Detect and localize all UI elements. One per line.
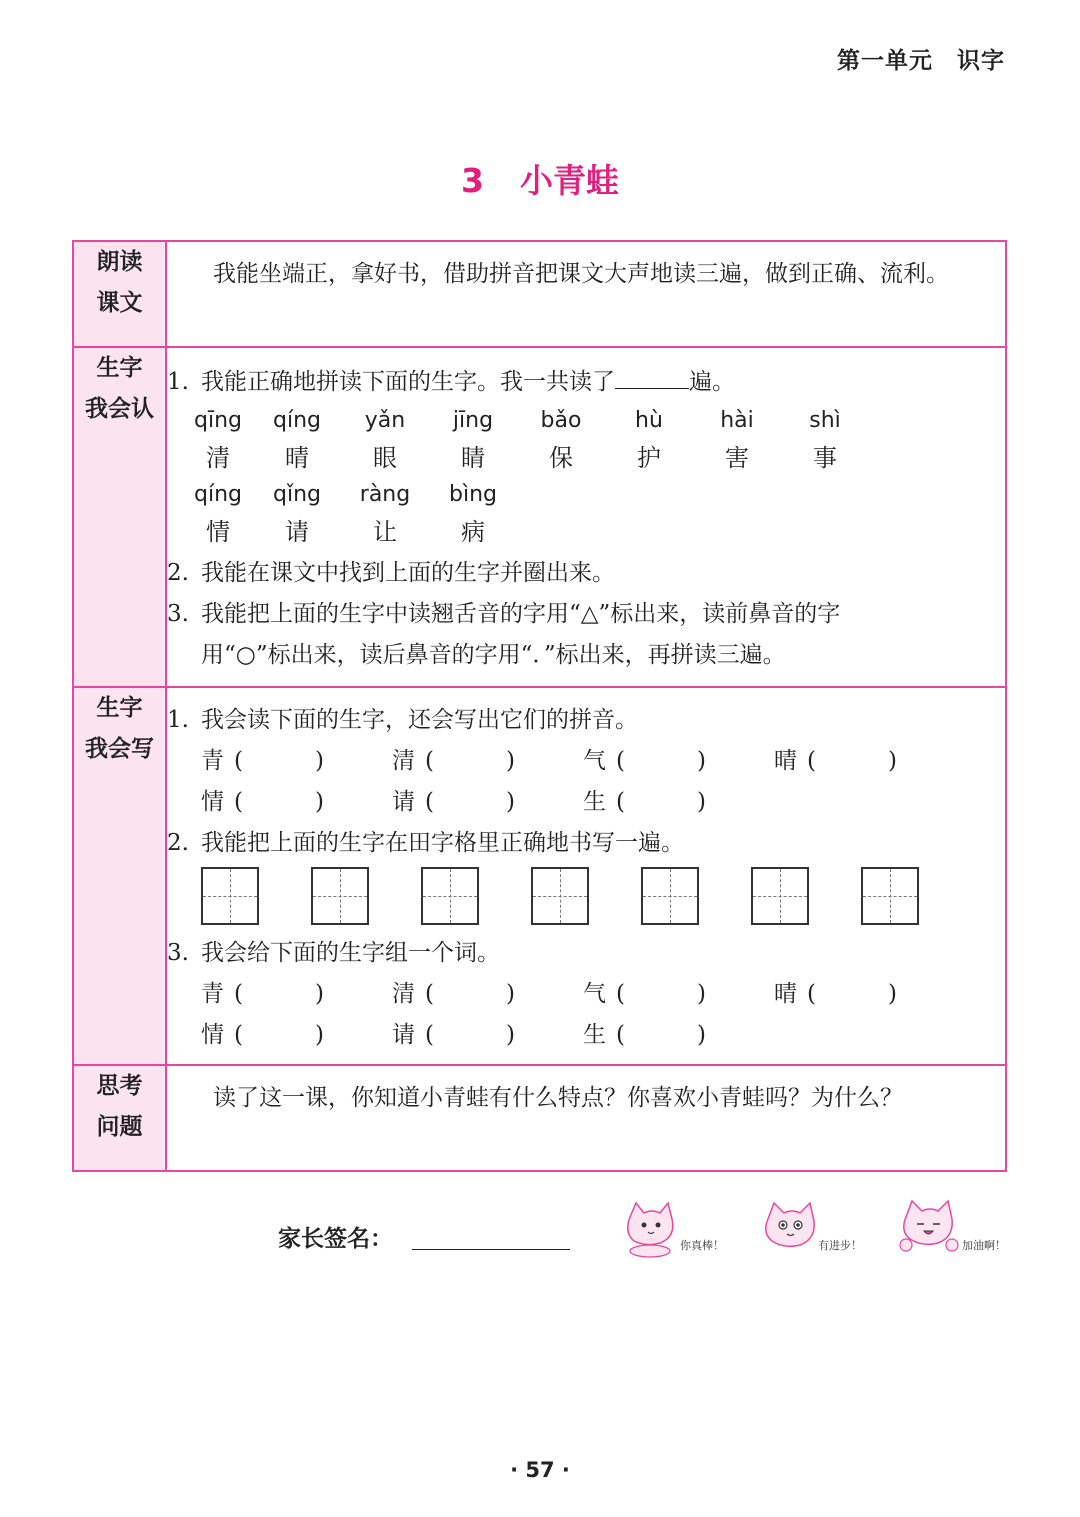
parent-signature-label: 家长签名：	[278, 1226, 393, 1252]
hanzi: 晴	[285, 444, 309, 472]
item-text: 我能把上面的生字在田字格里正确地书写一遍。	[201, 830, 684, 856]
content-think	[166, 1065, 1006, 1171]
paren-close: )	[505, 789, 515, 815]
pinyin-char-pair	[183, 403, 253, 477]
char-blank	[774, 741, 965, 782]
content-recognize	[166, 347, 1006, 687]
pinyin-char-pair	[341, 477, 429, 551]
item-number: 1.	[167, 369, 189, 395]
pinyin-char-pair	[429, 477, 517, 551]
tianzige-box[interactable]	[421, 867, 479, 925]
hanzi: 让	[373, 518, 397, 546]
blank-char: 情	[201, 789, 224, 815]
row-think	[73, 1065, 1006, 1171]
page-number: · 57 ·	[510, 1458, 570, 1482]
sticker-caption: 你真棒！	[680, 1239, 724, 1252]
hanzi: 保	[549, 444, 573, 472]
pinyin: ràng	[359, 482, 411, 507]
content-write	[166, 687, 1006, 1065]
label-read-aloud	[73, 241, 166, 347]
section-name: 识字	[957, 48, 1005, 74]
label-line: 思考	[96, 1073, 143, 1099]
pinyin-char-pair	[517, 403, 605, 477]
row-recognize	[73, 347, 1006, 687]
item-number: 3.	[167, 601, 189, 627]
row-write	[73, 687, 1006, 1065]
write-item-2	[167, 823, 1005, 864]
pinyin-char-pair	[429, 403, 517, 477]
blank-char: 清	[392, 748, 415, 774]
item-text: 我会读下面的生字，还会写出它们的拼音。	[201, 707, 638, 733]
blank-char: 青	[201, 748, 224, 774]
label-line: 问题	[96, 1114, 143, 1140]
paren-open: (	[616, 981, 625, 1007]
paren-close: )	[696, 1022, 706, 1048]
lesson-number: 3	[461, 161, 484, 200]
count-blank[interactable]	[615, 364, 689, 389]
item-text-pre: 我能正确地拼读下面的生字。我一共读了	[201, 369, 615, 395]
paren-close: )	[314, 748, 324, 774]
item-text-line: 我能把上面的生字中读翘舌音的字用“△”标出来，读前鼻音的字	[201, 601, 841, 627]
paren-close: )	[314, 789, 324, 815]
paren-close: )	[696, 748, 706, 774]
tianzige-box[interactable]	[531, 867, 589, 925]
pinyin: shì	[809, 408, 841, 433]
label-write	[73, 687, 166, 1065]
pinyin-chars-row-1	[167, 403, 1005, 477]
item-text	[201, 594, 1005, 676]
char-blank	[392, 782, 583, 823]
char-blank	[583, 1015, 774, 1056]
paren-open: (	[234, 981, 243, 1007]
item-number: 1.	[167, 707, 189, 733]
paren-close: )	[505, 1022, 515, 1048]
char-blank	[583, 782, 774, 823]
pinyin-char-pair	[183, 477, 253, 551]
pinyin: hài	[720, 408, 754, 433]
pinyin: qǐng	[273, 482, 321, 507]
label-line: 生字	[96, 695, 143, 721]
char-blank	[392, 1015, 583, 1056]
blank-char: 气	[583, 981, 606, 1007]
blank-char: 气	[583, 748, 606, 774]
pinyin-blanks-row-2	[167, 782, 1005, 823]
pinyin-char-pair	[605, 403, 693, 477]
tianzige-grid-row	[167, 864, 1005, 933]
row-read-aloud	[73, 241, 1006, 347]
blank-char: 生	[583, 789, 606, 815]
blank-char: 青	[201, 981, 224, 1007]
blank-char: 请	[392, 789, 415, 815]
pinyin: bǎo	[540, 408, 582, 433]
pinyin: qíng	[273, 408, 321, 433]
char-blank	[392, 974, 583, 1015]
paren-close: )	[696, 789, 706, 815]
blank-char: 清	[392, 981, 415, 1007]
unit-header	[837, 42, 1005, 75]
char-blank	[392, 741, 583, 782]
char-blank	[201, 1015, 392, 1056]
label-line: 我会认	[85, 396, 154, 422]
recognize-item-1	[167, 362, 1005, 403]
hanzi: 事	[813, 444, 837, 472]
paren-open: (	[234, 748, 243, 774]
paren-close: )	[505, 748, 515, 774]
tianzige-box[interactable]	[201, 867, 259, 925]
tianzige-box[interactable]	[641, 867, 699, 925]
blank-char: 生	[583, 1022, 606, 1048]
pinyin-blanks-row-1	[167, 741, 1005, 782]
paren-open: (	[425, 1022, 434, 1048]
pinyin-char-pair	[341, 403, 429, 477]
paren-close: )	[314, 1022, 324, 1048]
read-aloud-text: 我能坐端正，拿好书，借助拼音把课文大声地读三遍，做到正确、流利。	[213, 261, 949, 287]
pinyin-char-pair	[693, 403, 781, 477]
paren-open: (	[234, 789, 243, 815]
blank-char: 晴	[774, 981, 797, 1007]
lesson-name: 小青蛙	[519, 161, 619, 200]
item-text-post: 遍。	[689, 369, 735, 395]
hanzi: 害	[725, 444, 749, 472]
sticker-cheer	[898, 1197, 1008, 1259]
hanzi: 请	[285, 518, 309, 546]
char-blank	[201, 974, 392, 1015]
char-blank	[774, 974, 965, 1015]
sticker-caption: 有进步！	[818, 1239, 862, 1252]
pinyin-char-pair	[253, 403, 341, 477]
item-number: 3.	[167, 940, 189, 966]
sticker-progress	[760, 1197, 870, 1259]
think-question-text: 读了这一课，你知道小青蛙有什么特点？你喜欢小青蛙吗？为什么？	[213, 1085, 903, 1111]
paren-close: )	[314, 981, 324, 1007]
char-blank	[201, 741, 392, 782]
item-text: 我能在课文中找到上面的生字并圈出来。	[201, 560, 615, 586]
worksheet-table	[72, 240, 1007, 1172]
char-blank	[201, 782, 392, 823]
item-number: 2.	[167, 560, 189, 586]
hanzi: 清	[206, 444, 230, 472]
unit-name: 第一单元	[837, 48, 933, 74]
paren-close: )	[887, 748, 897, 774]
label-recognize	[73, 347, 166, 687]
recognize-item-2	[167, 553, 1005, 594]
pinyin: qīng	[194, 408, 242, 433]
paren-open: (	[807, 981, 816, 1007]
hanzi: 护	[637, 444, 661, 472]
item-text	[201, 362, 1005, 403]
tianzige-box[interactable]	[311, 867, 369, 925]
label-line: 我会写	[85, 736, 154, 762]
paren-open: (	[234, 1022, 243, 1048]
blank-char: 请	[392, 1022, 415, 1048]
pinyin-chars-row-2	[167, 477, 1005, 551]
pinyin: bìng	[449, 482, 497, 507]
label-think	[73, 1065, 166, 1171]
paren-open: (	[425, 748, 434, 774]
hanzi: 病	[461, 518, 485, 546]
sticker-caption: 加油啊！	[962, 1239, 1006, 1252]
parent-signature-line[interactable]	[412, 1249, 570, 1250]
word-blanks-row-2	[167, 1015, 1005, 1056]
pinyin-char-pair	[781, 403, 869, 477]
lesson-title	[0, 155, 1080, 202]
hanzi: 情	[206, 518, 230, 546]
content-read-aloud	[166, 241, 1006, 347]
paren-open: (	[616, 748, 625, 774]
paren-close: )	[887, 981, 897, 1007]
paren-open: (	[425, 981, 434, 1007]
blank-char: 晴	[774, 748, 797, 774]
pinyin: jīng	[452, 408, 494, 433]
paren-close: )	[696, 981, 706, 1007]
pinyin: hù	[635, 408, 663, 433]
tianzige-box[interactable]	[861, 867, 919, 925]
word-blanks-row-1	[167, 974, 1005, 1015]
hanzi: 眼	[373, 444, 397, 472]
paren-open: (	[616, 789, 625, 815]
label-line: 朗读	[96, 249, 143, 275]
blank-char: 情	[201, 1022, 224, 1048]
pinyin: yǎn	[364, 408, 406, 433]
item-number: 2.	[167, 830, 189, 856]
sticker-great	[620, 1197, 730, 1259]
paren-open: (	[616, 1022, 625, 1048]
pinyin-char-pair	[253, 477, 341, 551]
pinyin: qíng	[194, 482, 242, 507]
char-blank	[583, 741, 774, 782]
item-text-line: 用“○”标出来，读后鼻音的字用“．”标出来，再拼读三遍。	[201, 642, 786, 668]
item-text: 我会给下面的生字组一个词。	[201, 940, 500, 966]
write-item-1	[167, 700, 1005, 741]
label-line: 课文	[96, 290, 143, 316]
label-line: 生字	[96, 355, 143, 381]
paren-open: (	[425, 789, 434, 815]
write-item-3	[167, 933, 1005, 974]
tianzige-box[interactable]	[751, 867, 809, 925]
recognize-item-3	[167, 594, 1005, 676]
char-blank	[583, 974, 774, 1015]
paren-open: (	[807, 748, 816, 774]
hanzi: 睛	[461, 444, 485, 472]
paren-close: )	[505, 981, 515, 1007]
